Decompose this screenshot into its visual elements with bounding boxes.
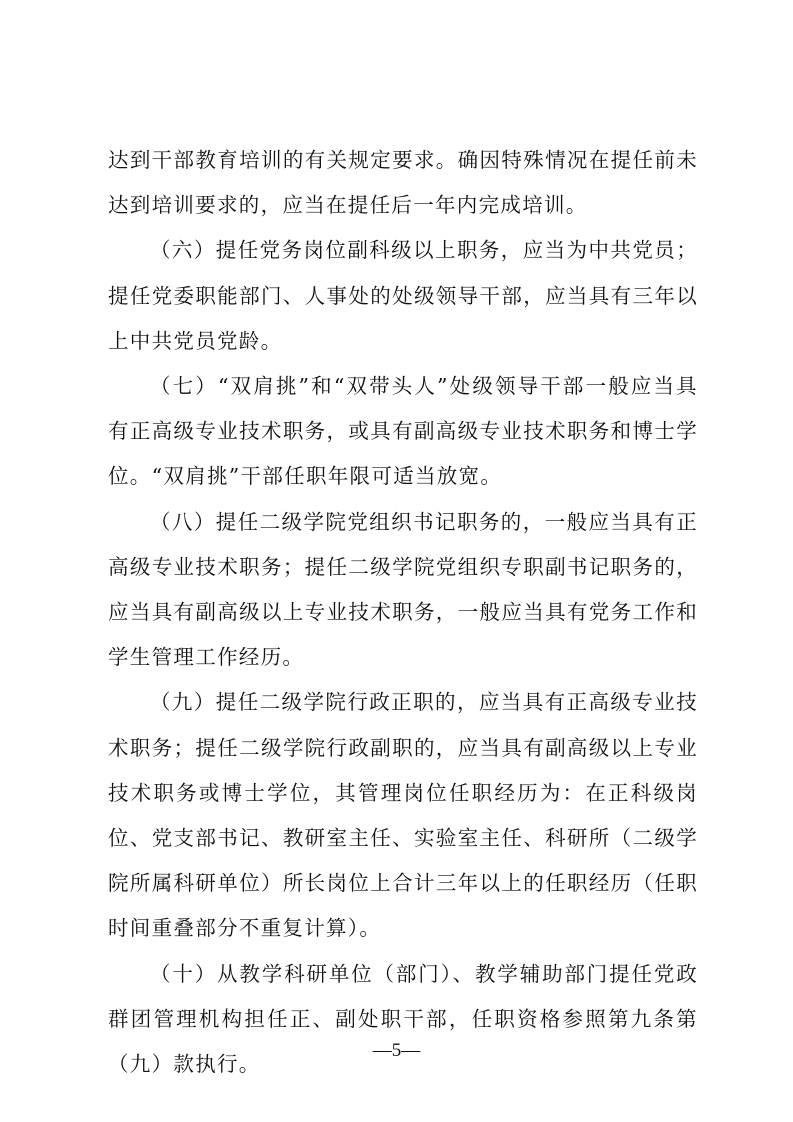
body-text bbox=[108, 138, 698, 1087]
paragraph-item-6: （六）提任党务岗位副科级以上职务，应当为中共党员；提任党委职能部门、人事处的处级领导干部，应当具有三年以上中共党员党龄。 bbox=[108, 238, 698, 353]
paragraph-item-8: （八）提任二级学院党组织书记职务的，一般应当具有正高级专业技术职务；提任二级学院党组织专职副书记职务的，应当具有副高级以上专业技术职务，一般应当具有党务工作和学生管理工作经历。 bbox=[108, 509, 698, 670]
paragraph-continuation: 达到干部教育培训的有关规定要求。确因特殊情况在提任前未达到培训要求的，应当在提任后一年内完成培训。 bbox=[108, 148, 698, 218]
page-number: —5— bbox=[372, 1040, 421, 1061]
paragraph-item-7: （七）“双肩挑”和“双带头人”处级领导干部一般应当具有正高级专业技术职务，或具有副高级专业技术职务和博士学位。“双肩挑”干部任职年限可适当放宽。 bbox=[108, 374, 698, 489]
paragraph-item-10: （十）从教学科研单位（部门）、教学辅助部门提任党政群团管理机构担任正、副处职干部，任职资格参照第九条第（九）款执行。 bbox=[108, 961, 698, 1077]
paragraph-item-9: （九）提任二级学院行政正职的，应当具有正高级专业技术职务；提任二级学院行政副职的，应当具有副高级以上专业技术职务或博士学位，其管理岗位任职经历为：在正科级岗位、党支部书记、教研室主任、实验室主任、科研所（二级学院所属科研单位）所长岗位上合计三年以上的任职经历（任职时间重叠部分不重复计算）。 bbox=[108, 690, 698, 941]
